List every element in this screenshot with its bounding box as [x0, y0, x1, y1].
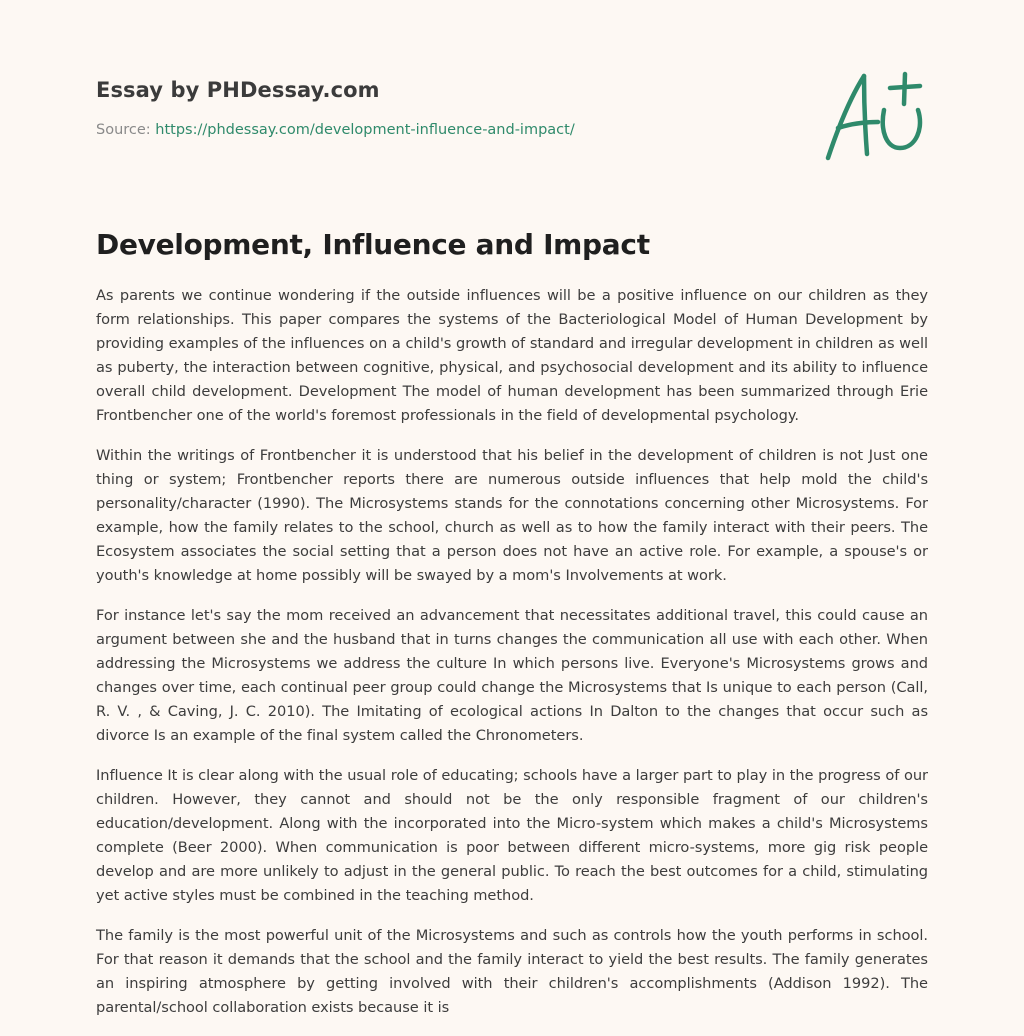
- source-label: Source:: [96, 122, 151, 138]
- a-plus-grade-icon: [820, 66, 930, 166]
- source-link[interactable]: https://phdessay.com/development-influence-and-impact/: [155, 122, 575, 138]
- essay-paragraph: As parents we continue wondering if the outside influences will be a positive influence on our children as they form relationships. This paper compares the systems of the Bacteriological Model of Human Development by providing examples of the influences on a child's growth of standard and irregular development in children as well as puberty, the interaction between cognitive, physical, and psychosocial development and its ability to influence overall child development. Development The model of human development has been summarized through Erie Frontbencher one of the world's foremost professionals in the field of developmental psychology.: [96, 287, 928, 424]
- essay-paragraph: Within the writings of Frontbencher it is understood that his belief in the development of children is not Just one thing or system; Frontbencher reports there are numerous outside influences that help mold the child's personality/character (1990). The Microsystems stands for the connotations concerning other Microsystems. For example, how the family relates to the school, church as well as to how the family interact with their peers. The Ecosystem associates the social setting that a person does not have an active role. For example, a spouse's or youth's knowledge at home possibly will be swayed by a mom's Involvements at work.: [96, 447, 928, 584]
- site-brand: Essay by PHDessay.com: [96, 78, 380, 102]
- essay-paragraph: Influence It is clear along with the usual role of educating; schools have a larger part to play in the progress of our children. However, they cannot and should not be the only responsible fragment of our children's education/development. Along with the incorporated into the Micro-system which makes a child's Microsystems complete (Beer 2000). When communication is poor between different micro-systems, more gig risk people develop and are more unlikely to adjust in the general public. To reach the best outcomes for a child, stimulating yet active styles must be combined in the teaching method.: [96, 767, 928, 904]
- source-line: [96, 120, 796, 140]
- essay-paragraph: For instance let's say the mom received an advancement that necessitates additional travel, this could cause an argument between she and the husband that in turns changes the communication all use with each other. When addressing the Microsystems we address the culture In which persons live. Everyone's Microsystems grows and changes over time, each continual peer group could change the Microsystems that Is unique to each person (Call, R. V. , & Caving, J. C. 2010). The Imitating of ecological actions In Dalton to the changes that occur such as divorce Is an example of the final system called the Chronometers.: [96, 607, 928, 744]
- essay-body: [96, 284, 928, 1036]
- essay-title: Development, Influence and Impact: [96, 228, 650, 261]
- site-header: [96, 76, 796, 140]
- essay-paragraph: The family is the most powerful unit of the Microsystems and such as controls how the youth performs in school. For that reason it demands that the school and the family interact to yield the best results. The family generates an inspiring atmosphere by getting involved with their children's accomplishments (Addison 1992). The parental/school collaboration exists because it is: [96, 927, 928, 1016]
